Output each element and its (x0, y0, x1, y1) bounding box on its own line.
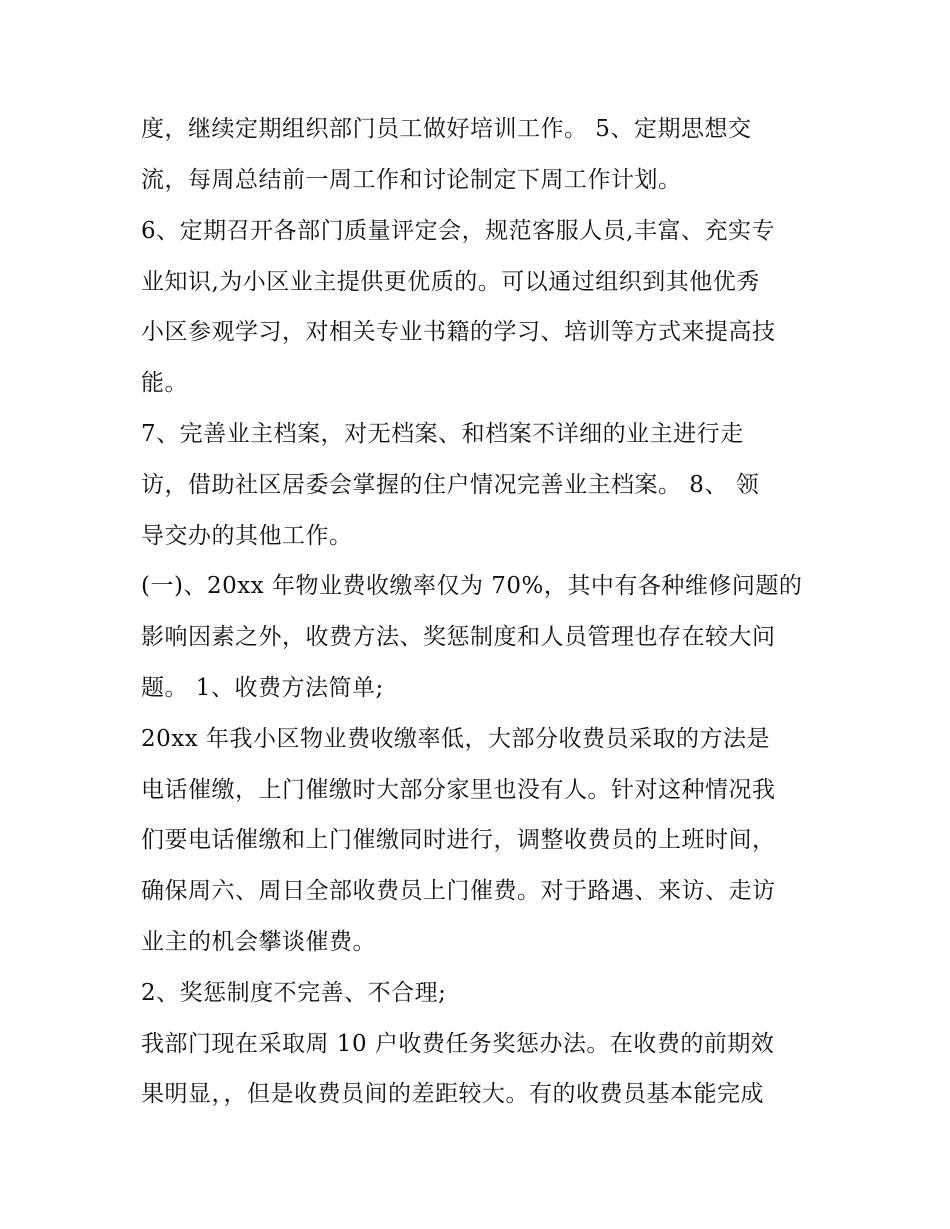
text-line: 流，每周总结前一周工作和讨论制定下周工作计划。 (141, 167, 682, 193)
text-line: 们要电话催缴和上门催缴同时进行，调整收费员的上班时间， (141, 827, 776, 853)
text-line: 影响因素之外，收费方法、奖惩制度和人员管理也存在较大问 (141, 624, 776, 650)
text-line: 我部门现在采取周 10 户收费任务奖惩办法。在收费的前期效 (141, 1031, 775, 1057)
text-line: (一)、20xx 年物业费收缴率仅为 70%，其中有各种维修问题的 (141, 573, 803, 599)
text-line: 果明显，，但是收费员间的差距较大。有的收费员基本能完成 (141, 1081, 764, 1107)
text-line: 小区参观学习，对相关专业书籍的学习、培训等方式来提高技 (141, 319, 776, 345)
text-line: 确保周六、周日全部收费员上门催费。对于路遇、来访、走访 (141, 878, 776, 904)
text-line: 能。 (141, 370, 188, 396)
text-line: 业主的机会攀谈催费。 (141, 929, 376, 955)
text-line: 导交办的其他工作。 (141, 523, 353, 549)
text-line: 访，借助社区居委会掌握的住户情况完善业主档案。 8、 领 (141, 472, 760, 498)
text-line: 7、完善业主档案，对无档案、和档案不详细的业主进行走 (141, 421, 744, 447)
text-line: 业知识,为小区业主提供更优质的。可以通过组织到其他优秀 (141, 269, 760, 295)
text-line: 6、定期召开各部门质量评定会，规范客服人员,丰富、充实专 (141, 218, 775, 244)
text-line: 度，继续定期组织部门员工做好培训工作。 5、定期思想交 (141, 116, 752, 142)
text-line: 电话催缴，上门催缴时大部分家里也没有人。针对这种情况我 (141, 777, 776, 803)
text-line: 2、奖惩制度不完善、不合理; (141, 980, 447, 1006)
text-line: 20xx 年我小区物业费收缴率低，大部分收费员采取的方法是 (141, 726, 771, 752)
text-line: 题。 1、收费方法简单; (141, 675, 384, 701)
